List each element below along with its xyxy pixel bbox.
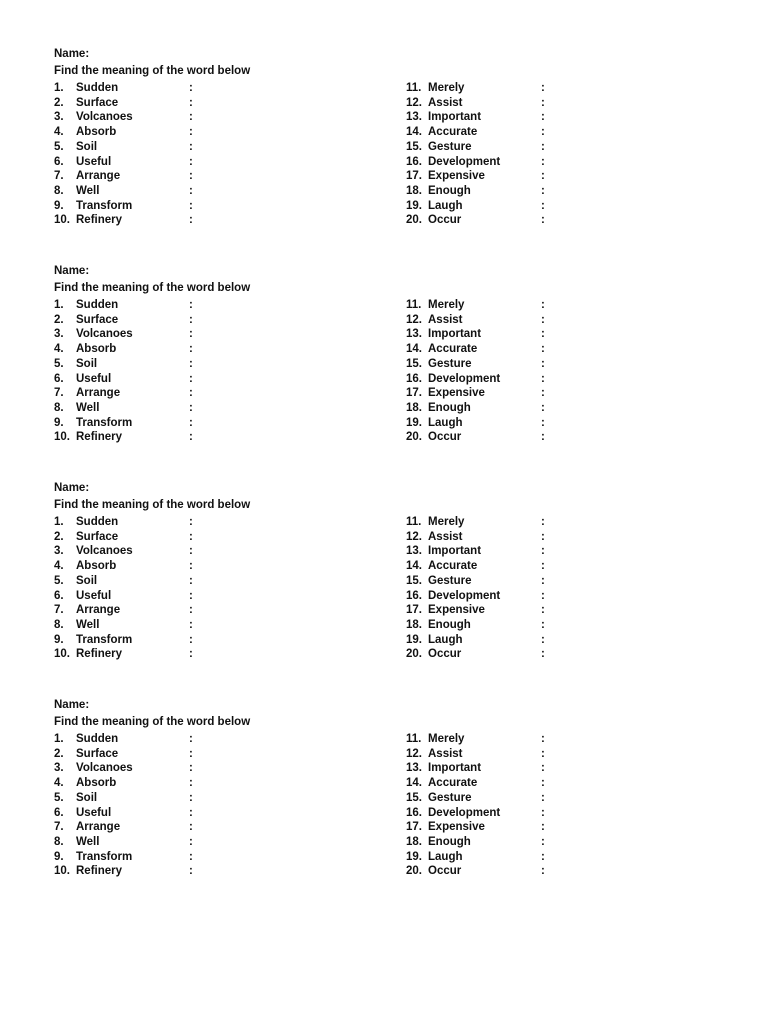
item-word: Surface: [76, 530, 119, 543]
item-word: Arrange: [76, 604, 121, 617]
item-word: Enough: [428, 835, 471, 848]
name-label: Name:: [54, 265, 90, 277]
item-colon: :: [541, 589, 545, 602]
name-label: Name:: [54, 699, 90, 711]
item-colon: :: [541, 618, 545, 631]
item-number: 8.: [54, 184, 64, 197]
item-word: Volcanoes: [76, 762, 133, 775]
item-number: 13.: [406, 762, 422, 775]
item-word: Important: [428, 762, 482, 775]
item-word: Laugh: [428, 199, 463, 212]
item-word: Enough: [428, 401, 471, 414]
item-word: Soil: [76, 791, 98, 804]
item-colon: :: [541, 82, 545, 94]
item-word: Expensive: [428, 821, 485, 834]
worksheet-block: [54, 264, 574, 454]
item-colon: :: [541, 516, 545, 528]
item-word: Laugh: [428, 850, 463, 863]
item-number: 7.: [54, 821, 64, 834]
item-colon: :: [541, 733, 545, 745]
item-word: Well: [76, 401, 100, 414]
item-word: Useful: [76, 372, 112, 385]
item-word: Accurate: [428, 126, 478, 139]
item-word: Merely: [428, 299, 465, 311]
item-word: Important: [428, 328, 482, 341]
item-colon: :: [189, 589, 193, 602]
item-colon: :: [189, 560, 193, 573]
item-colon: :: [541, 96, 545, 109]
item-number: 2.: [54, 530, 64, 543]
item-colon: :: [189, 545, 193, 558]
item-number: 3.: [54, 762, 64, 775]
item-word: Gesture: [428, 140, 472, 153]
item-number: 17.: [406, 604, 422, 617]
item-number: 6.: [54, 372, 64, 385]
item-colon: :: [541, 401, 545, 414]
item-word: Assist: [428, 313, 463, 326]
item-colon: :: [189, 747, 193, 760]
item-word: Merely: [428, 82, 465, 94]
item-colon: :: [541, 184, 545, 197]
item-word: Absorb: [76, 126, 117, 139]
item-word: Surface: [76, 96, 119, 109]
item-word: Merely: [428, 733, 465, 745]
item-colon: :: [541, 313, 545, 326]
item-colon: :: [541, 343, 545, 356]
item-word: Accurate: [428, 343, 478, 356]
item-colon: :: [189, 82, 193, 94]
item-word: Refinery: [76, 214, 123, 227]
item-number: 17.: [406, 821, 422, 834]
item-number: 20.: [406, 865, 422, 878]
item-word: Sudden: [76, 299, 119, 311]
item-word: Laugh: [428, 633, 463, 646]
item-word: Gesture: [428, 791, 472, 804]
item-colon: :: [541, 111, 545, 124]
worksheet-block: [54, 481, 574, 671]
item-word: Volcanoes: [76, 545, 133, 558]
item-word: Merely: [428, 516, 465, 528]
item-word: Development: [428, 155, 501, 168]
item-word: Expensive: [428, 387, 485, 400]
item-word: Refinery: [76, 865, 123, 878]
item-number: 14.: [406, 560, 422, 573]
item-number: 7.: [54, 170, 64, 183]
item-colon: :: [541, 865, 545, 878]
item-colon: :: [541, 387, 545, 400]
item-number: 9.: [54, 633, 64, 646]
item-number: 20.: [406, 214, 422, 227]
item-number: 19.: [406, 633, 422, 646]
item-number: 12.: [406, 96, 422, 109]
item-colon: :: [189, 126, 193, 139]
item-word: Gesture: [428, 574, 472, 587]
item-number: 8.: [54, 401, 64, 414]
item-number: 15.: [406, 574, 422, 587]
item-number: 13.: [406, 111, 422, 124]
item-word: Assist: [428, 747, 463, 760]
item-number: 20.: [406, 431, 422, 444]
item-number: 1.: [54, 733, 64, 745]
item-colon: :: [189, 199, 193, 212]
item-number: 1.: [54, 516, 64, 528]
item-number: 3.: [54, 545, 64, 558]
item-colon: :: [189, 401, 193, 414]
item-word: Sudden: [76, 733, 119, 745]
item-word: Sudden: [76, 82, 119, 94]
item-number: 8.: [54, 618, 64, 631]
item-number: 1.: [54, 299, 64, 311]
item-word: Laugh: [428, 416, 463, 429]
item-number: 6.: [54, 155, 64, 168]
item-number: 19.: [406, 416, 422, 429]
item-number: 9.: [54, 850, 64, 863]
item-number: 10.: [54, 865, 70, 878]
item-colon: :: [189, 821, 193, 834]
item-word: Useful: [76, 155, 112, 168]
item-colon: :: [189, 806, 193, 819]
item-colon: :: [189, 96, 193, 109]
item-number: 18.: [406, 184, 422, 197]
item-word: Refinery: [76, 648, 123, 661]
item-word: Arrange: [76, 387, 121, 400]
item-number: 10.: [54, 431, 70, 444]
item-word: Occur: [428, 648, 462, 661]
item-colon: :: [189, 835, 193, 848]
item-number: 11.: [406, 82, 422, 94]
item-colon: :: [189, 431, 193, 444]
item-colon: :: [541, 762, 545, 775]
item-colon: :: [189, 299, 193, 311]
item-word: Well: [76, 618, 100, 631]
item-colon: :: [189, 618, 193, 631]
item-colon: :: [541, 604, 545, 617]
item-number: 17.: [406, 387, 422, 400]
item-colon: :: [541, 155, 545, 168]
item-word: Occur: [428, 214, 462, 227]
item-number: 14.: [406, 777, 422, 790]
item-number: 13.: [406, 328, 422, 341]
instruction-text: Find the meaning of the word below: [54, 65, 251, 77]
item-word: Useful: [76, 806, 112, 819]
item-number: 11.: [406, 299, 422, 311]
item-number: 16.: [406, 806, 422, 819]
item-number: 12.: [406, 313, 422, 326]
item-colon: :: [541, 199, 545, 212]
item-word: Transform: [76, 850, 133, 863]
item-number: 8.: [54, 835, 64, 848]
item-colon: :: [189, 155, 193, 168]
item-number: 15.: [406, 791, 422, 804]
item-word: Soil: [76, 574, 98, 587]
item-number: 20.: [406, 648, 422, 661]
item-word: Enough: [428, 618, 471, 631]
item-number: 16.: [406, 589, 422, 602]
item-word: Important: [428, 545, 482, 558]
item-number: 4.: [54, 777, 64, 790]
item-colon: :: [541, 214, 545, 227]
item-colon: :: [189, 762, 193, 775]
item-colon: :: [189, 516, 193, 528]
item-number: 3.: [54, 328, 64, 341]
item-colon: :: [189, 791, 193, 804]
item-word: Accurate: [428, 560, 478, 573]
item-word: Absorb: [76, 777, 117, 790]
item-word: Absorb: [76, 343, 117, 356]
item-word: Transform: [76, 633, 133, 646]
item-word: Volcanoes: [76, 328, 133, 341]
item-colon: :: [541, 431, 545, 444]
item-colon: :: [189, 733, 193, 745]
item-colon: :: [189, 214, 193, 227]
item-word: Assist: [428, 530, 463, 543]
item-number: 18.: [406, 618, 422, 631]
item-number: 7.: [54, 604, 64, 617]
item-colon: :: [541, 357, 545, 370]
item-colon: :: [541, 821, 545, 834]
item-number: 15.: [406, 357, 422, 370]
item-colon: :: [541, 545, 545, 558]
name-label: Name:: [54, 482, 90, 494]
item-number: 4.: [54, 126, 64, 139]
instruction-text: Find the meaning of the word below: [54, 499, 251, 511]
item-word: Soil: [76, 357, 98, 370]
item-colon: :: [189, 313, 193, 326]
item-word: Transform: [76, 199, 133, 212]
item-number: 10.: [54, 214, 70, 227]
item-colon: :: [189, 604, 193, 617]
item-number: 6.: [54, 589, 64, 602]
item-colon: :: [541, 806, 545, 819]
item-number: 11.: [406, 733, 422, 745]
item-colon: :: [541, 777, 545, 790]
item-colon: :: [541, 126, 545, 139]
worksheet-block: [54, 47, 574, 237]
item-number: 15.: [406, 140, 422, 153]
item-colon: :: [189, 184, 193, 197]
item-word: Accurate: [428, 777, 478, 790]
item-colon: :: [189, 777, 193, 790]
item-colon: :: [189, 387, 193, 400]
item-colon: :: [541, 835, 545, 848]
item-word: Transform: [76, 416, 133, 429]
item-number: 16.: [406, 155, 422, 168]
item-word: Gesture: [428, 357, 472, 370]
item-number: 5.: [54, 140, 64, 153]
item-word: Enough: [428, 184, 471, 197]
item-number: 13.: [406, 545, 422, 558]
item-number: 3.: [54, 111, 64, 124]
item-number: 12.: [406, 747, 422, 760]
item-word: Sudden: [76, 516, 119, 528]
item-colon: :: [189, 865, 193, 878]
item-colon: :: [541, 140, 545, 153]
item-colon: :: [189, 343, 193, 356]
item-word: Development: [428, 806, 501, 819]
item-colon: :: [541, 633, 545, 646]
item-number: 12.: [406, 530, 422, 543]
item-colon: :: [189, 328, 193, 341]
item-number: 14.: [406, 343, 422, 356]
item-number: 10.: [54, 648, 70, 661]
item-word: Arrange: [76, 170, 121, 183]
item-colon: :: [541, 299, 545, 311]
item-colon: :: [541, 170, 545, 183]
item-word: Expensive: [428, 170, 485, 183]
item-number: 18.: [406, 401, 422, 414]
item-colon: :: [541, 747, 545, 760]
item-number: 4.: [54, 560, 64, 573]
item-number: 6.: [54, 806, 64, 819]
item-colon: :: [189, 170, 193, 183]
item-word: Important: [428, 111, 482, 124]
item-colon: :: [189, 850, 193, 863]
item-word: Well: [76, 184, 100, 197]
item-number: 5.: [54, 791, 64, 804]
item-colon: :: [189, 372, 193, 385]
item-number: 9.: [54, 416, 64, 429]
item-word: Assist: [428, 96, 463, 109]
item-colon: :: [541, 560, 545, 573]
item-colon: :: [189, 633, 193, 646]
item-number: 19.: [406, 850, 422, 863]
item-word: Volcanoes: [76, 111, 133, 124]
item-word: Surface: [76, 313, 119, 326]
instruction-text: Find the meaning of the word below: [54, 716, 251, 728]
item-word: Development: [428, 372, 501, 385]
item-number: 4.: [54, 343, 64, 356]
item-colon: :: [541, 574, 545, 587]
item-word: Expensive: [428, 604, 485, 617]
item-number: 2.: [54, 747, 64, 760]
item-word: Surface: [76, 747, 119, 760]
item-number: 16.: [406, 372, 422, 385]
item-colon: :: [541, 648, 545, 661]
item-word: Occur: [428, 431, 462, 444]
item-number: 19.: [406, 199, 422, 212]
item-number: 1.: [54, 82, 64, 94]
item-number: 5.: [54, 574, 64, 587]
item-colon: :: [189, 111, 193, 124]
item-number: 5.: [54, 357, 64, 370]
instruction-text: Find the meaning of the word below: [54, 282, 251, 294]
item-number: 2.: [54, 313, 64, 326]
item-word: Refinery: [76, 431, 123, 444]
item-number: 18.: [406, 835, 422, 848]
item-number: 2.: [54, 96, 64, 109]
item-number: 11.: [406, 516, 422, 528]
item-number: 7.: [54, 387, 64, 400]
item-word: Arrange: [76, 821, 121, 834]
item-number: 17.: [406, 170, 422, 183]
item-colon: :: [189, 140, 193, 153]
item-colon: :: [541, 791, 545, 804]
item-colon: :: [189, 416, 193, 429]
item-word: Development: [428, 589, 501, 602]
item-colon: :: [189, 357, 193, 370]
item-colon: :: [541, 328, 545, 341]
item-colon: :: [541, 850, 545, 863]
item-word: Occur: [428, 865, 462, 878]
item-colon: :: [189, 648, 193, 661]
item-colon: :: [541, 416, 545, 429]
item-word: Well: [76, 835, 100, 848]
item-colon: :: [541, 372, 545, 385]
worksheet-block: [54, 698, 574, 888]
item-colon: :: [189, 530, 193, 543]
name-label: Name:: [54, 48, 90, 60]
item-word: Absorb: [76, 560, 117, 573]
item-word: Useful: [76, 589, 112, 602]
item-word: Soil: [76, 140, 98, 153]
item-colon: :: [189, 574, 193, 587]
item-number: 14.: [406, 126, 422, 139]
item-colon: :: [541, 530, 545, 543]
item-number: 9.: [54, 199, 64, 212]
